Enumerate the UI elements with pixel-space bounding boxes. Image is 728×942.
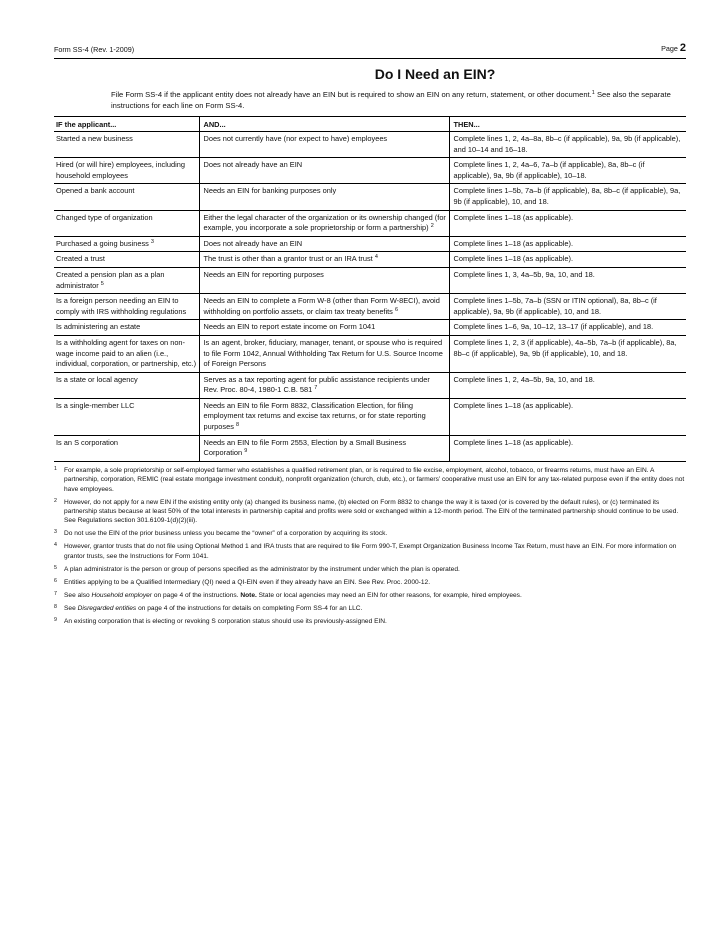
cell-if-text: Is a foreign person needing an EIN to comply with IRS withholding regulations [56, 296, 187, 316]
footnote-text: See also [64, 591, 92, 599]
cell-and [199, 236, 449, 252]
footnote-ref: 5 [100, 280, 104, 287]
table-row [54, 398, 686, 435]
cell-if [54, 398, 199, 435]
footnote-ref: 8 [235, 422, 240, 429]
cell-then-text: Complete lines 1–18 (as applicable). [453, 238, 574, 248]
footnote [54, 578, 686, 587]
intro-text: File Form SS-4 if the applicant entity does not already have an EIN but is required to show an EIN on any return, statement, or other document. [111, 90, 592, 99]
footnote-text: For example, a sole proprietorship or self-employed farmer who establishes a qualified retirement plan, or is required to file excise, employment, alcohol, tobacco, or firearms returns, must have an EIN. A partnership, corporation, REMIC (real estate mortgage investment conduit), nonprofit organization (church, club, etc.), or farmers’ cooperative must use an EIN for any tax-related purpose even if the entity does not have employees. [64, 466, 685, 493]
footnote-number: 4 [54, 542, 57, 549]
table-row [54, 236, 686, 252]
cell-and [199, 320, 449, 336]
footnote-number: 1 [54, 465, 57, 472]
cell-if [54, 236, 199, 252]
ein-decision-table [54, 116, 686, 462]
cell-then [449, 294, 686, 320]
table-header-row [54, 117, 686, 132]
footnote-text: Entities applying to be a Qualified Intermediary (QI) need a QI-EIN even if they already have an EIN. See Rev. Proc. 2000-12. [64, 578, 431, 586]
cell-if [54, 252, 199, 268]
cell-if [54, 158, 199, 184]
cell-then [449, 252, 686, 268]
cell-then-text: Complete lines 1–18 (as applicable). [453, 400, 574, 410]
footnote [54, 498, 686, 526]
intro-text-2: See also the separate instructions for each line on Form SS-4. [111, 90, 671, 110]
footnote-ref: 4 [374, 254, 378, 261]
cell-then-text: Complete lines 1, 2, 4a–5b, 9a, 10, and 18. [453, 374, 595, 384]
page-header [54, 42, 686, 59]
footnote-ref: 6 [394, 306, 399, 313]
footnote-text-mid: on page 4 of the instructions. [151, 591, 241, 599]
footnote-number: 2 [54, 497, 57, 504]
cell-if-text: Is a single-member LLC [56, 400, 135, 410]
footnote-text: An existing corporation that is electing or revoking S corporation status should use its previously-assigned EIN. [64, 617, 387, 625]
footnote-ref: 7 [314, 385, 318, 392]
footnote [54, 617, 686, 626]
cell-and-text: The trust is other than a grantor trust or an IRA trust [203, 254, 373, 264]
footnote [54, 604, 686, 613]
cell-if-text: Is a state or local agency [56, 374, 138, 384]
page-title: Do I Need an EIN? [374, 66, 496, 82]
cell-and [199, 252, 449, 268]
cell-if [54, 372, 199, 398]
footnote-number: 5 [54, 564, 57, 571]
cell-and [199, 372, 449, 398]
column-header-if: IF the applicant... [54, 117, 199, 132]
cell-then-text: Complete lines 1, 2, 4a–6, 7a–b (if applicable), 8a, 8b–c (if applicable), 9a, 9b (if applicable), 10–18. [453, 160, 645, 180]
footnote-text: Do not use the EIN of the prior business unless you became the “owner” of a corporation by acquiring its stock. [64, 530, 388, 538]
cell-and-text: Needs an EIN to file Form 2553, Election by a Small Business Corporation [203, 437, 407, 458]
footnote [54, 529, 686, 538]
table-body [54, 132, 686, 462]
table-row [54, 320, 686, 336]
cell-then [449, 372, 686, 398]
cell-and-text: Needs an EIN for banking purposes only [203, 186, 337, 196]
table-row [54, 335, 686, 372]
footnote-emphasis: Disregarded entities [77, 604, 137, 612]
cell-if-text: Is an S corporation [56, 437, 119, 447]
table-row [54, 435, 686, 461]
footnote [54, 565, 686, 574]
cell-and-text: Does not currently have (nor expect to have) employees [203, 134, 388, 143]
cell-then-text: Complete lines 1–5b, 7a–b (SSN or ITIN optional), 8a, 8b–c (if applicable), 9a, 9b (if applicable), 10, and 18. [453, 296, 657, 316]
cell-then [449, 210, 686, 236]
cell-then-text: Complete lines 1–5b, 7a–b (if applicable), 8a, 8b–c (if applicable), 9a, 9b (if applicable), 10, and 18. [453, 186, 681, 206]
cell-if [54, 267, 199, 293]
table-row [54, 210, 686, 236]
cell-if-text: Changed type of organization [56, 212, 153, 222]
intro-footnote-ref: 1 [591, 90, 595, 96]
footnotes [54, 466, 686, 626]
footnote-number: 6 [54, 577, 57, 584]
footnote-text: See [64, 604, 78, 612]
cell-and [199, 398, 449, 435]
footnote-number: 8 [54, 603, 57, 610]
footnote [54, 466, 686, 494]
cell-if-text: Opened a bank account [56, 186, 135, 196]
cell-and-text: Needs an EIN to complete a Form W-8 (other than Form W-8ECI), avoid withholding on portfolio assets, or claim tax treaty benefits [203, 296, 440, 316]
table-row [54, 252, 686, 268]
footnote-ref: 9 [244, 448, 248, 455]
cell-and [199, 184, 449, 210]
cell-then [449, 184, 686, 210]
cell-and-text: Does not already have an EIN [203, 238, 303, 248]
footnote-strong: Note. [240, 591, 257, 599]
cell-then [449, 335, 686, 372]
cell-then [449, 398, 686, 435]
cell-if [54, 335, 199, 372]
page-indicator [661, 42, 686, 54]
footnote-text: However, grantor trusts that do not file using Optional Method 1 and IRA trusts that are required to file Form 990-T, Exempt Organization Business Income Tax Return, must have an EIN. For more information on grantor trusts, see the Instructions for Form 1041. [64, 543, 677, 560]
cell-if [54, 435, 199, 461]
cell-then-text: Complete lines 1, 2, 4a–8a, 8b–c (if applicable), 9a, 9b (if applicable), and 10–14 and 16–18. [453, 134, 681, 154]
cell-then-text: Complete lines 1, 2, 3 (if applicable), 4a–5b, 7a–b (if applicable), 8a, 8b–c (if applicable), 9a, 9b (if applicable), 10, and 18. [453, 337, 677, 358]
column-header-and: AND... [199, 117, 449, 132]
cell-and-text: Is an agent, broker, fiduciary, manager, tenant, or spouse who is required to file Form 1042, Annual Withholding Tax Return for U.S. Source Income of Foreign Persons [203, 337, 443, 369]
table-row [54, 158, 686, 184]
cell-then [449, 132, 686, 158]
footnote-ref: 3 [150, 238, 154, 245]
form-id: Form SS-4 (Rev. 1-2009) [54, 45, 135, 54]
cell-and [199, 267, 449, 293]
cell-and-text: Needs an EIN for reporting purposes [203, 269, 324, 279]
page-label: Page [661, 44, 678, 53]
cell-and-text: Either the legal character of the organization or its ownership changed (for example, you incorporate a sole proprietorship or form a partnership) [203, 212, 446, 233]
cell-and [199, 158, 449, 184]
table-row [54, 372, 686, 398]
cell-and-text: Needs an EIN to report estate income on Form 1041 [203, 322, 376, 332]
cell-if-text: Hired (or will hire) employees, including household employees [56, 160, 185, 180]
table-row [54, 267, 686, 293]
cell-then [449, 236, 686, 252]
footnote-number: 7 [54, 590, 57, 597]
cell-if-text: Started a new business [56, 134, 133, 143]
form-page [54, 42, 686, 630]
cell-then-text: Complete lines 1–18 (as applicable). [453, 254, 574, 264]
footnote-text-post: State or local agencies may need an EIN for other reasons, for example, hired employees. [256, 591, 522, 599]
footnote-ref: 2 [430, 223, 434, 230]
table-row [54, 294, 686, 320]
cell-then-text: Complete lines 1–6, 9a, 10–12, 13–17 (if applicable), and 18. [453, 322, 654, 332]
cell-if [54, 320, 199, 336]
cell-if-text: Is a withholding agent for taxes on non-wage income paid to an alien (i.e., individual, corporation, or partnership, etc.) [56, 337, 197, 369]
table-row [54, 132, 686, 158]
cell-if [54, 294, 199, 320]
cell-and [199, 335, 449, 372]
footnote-text: However, do not apply for a new EIN if the existing entity only (a) changed its business name, (b) elected on Form 8832 to change the way it is taxed (or is covered by the default rules), or (c) terminated its partnership status because at least 50% of the total interests in partnership capital and profits were sold or exchanged within a 12-month period. The EIN of the terminated partnership should continue to be used. See Regulations section 301.6109-1(d)(2)(iii). [64, 498, 679, 525]
intro-paragraph [111, 88, 681, 111]
column-header-then: THEN... [449, 117, 686, 132]
footnote-emphasis: Household employer [91, 591, 152, 599]
footnote-number: 3 [54, 529, 57, 536]
footnote-text: A plan administrator is the person or group of persons specified as the administrator by the instrument under which the plan is operated. [64, 565, 460, 573]
cell-if [54, 132, 199, 158]
footnote [54, 591, 686, 600]
cell-if [54, 210, 199, 236]
cell-and-text: Does not already have an EIN [203, 160, 303, 170]
cell-then [449, 320, 686, 336]
page-number: 2 [679, 42, 686, 54]
cell-if-text: Created a pension plan as a plan administrator [56, 269, 165, 290]
cell-and-text: Serves as a tax reporting agent for public assistance recipients under Rev. Proc. 80-4, 1980-1 C.B. 581 [203, 374, 430, 395]
cell-and-text: Needs an EIN to file Form 8832, Classification Election, for filing employment tax returns and excise tax returns, or for state reporting purposes [203, 400, 426, 432]
cell-if-text: Purchased a going business [56, 238, 149, 248]
cell-if-text: Created a trust [56, 254, 105, 264]
cell-then-text: Complete lines 1, 3, 4a–5b, 9a, 10, and 18. [453, 269, 595, 279]
cell-then [449, 435, 686, 461]
cell-then-text: Complete lines 1–18 (as applicable). [453, 212, 574, 222]
cell-if [54, 184, 199, 210]
footnote-text-mid: on page 4 of the instructions for details on completing Form SS-4 for an LLC. [136, 604, 363, 612]
cell-and [199, 210, 449, 236]
cell-and [199, 132, 449, 158]
cell-if-text: Is administering an estate [56, 322, 141, 332]
footnote [54, 542, 686, 561]
cell-then [449, 267, 686, 293]
cell-then-text: Complete lines 1–18 (as applicable). [453, 437, 574, 447]
table-row [54, 184, 686, 210]
cell-and [199, 435, 449, 461]
footnote-number: 9 [54, 616, 57, 623]
cell-then [449, 158, 686, 184]
cell-and [199, 294, 449, 320]
